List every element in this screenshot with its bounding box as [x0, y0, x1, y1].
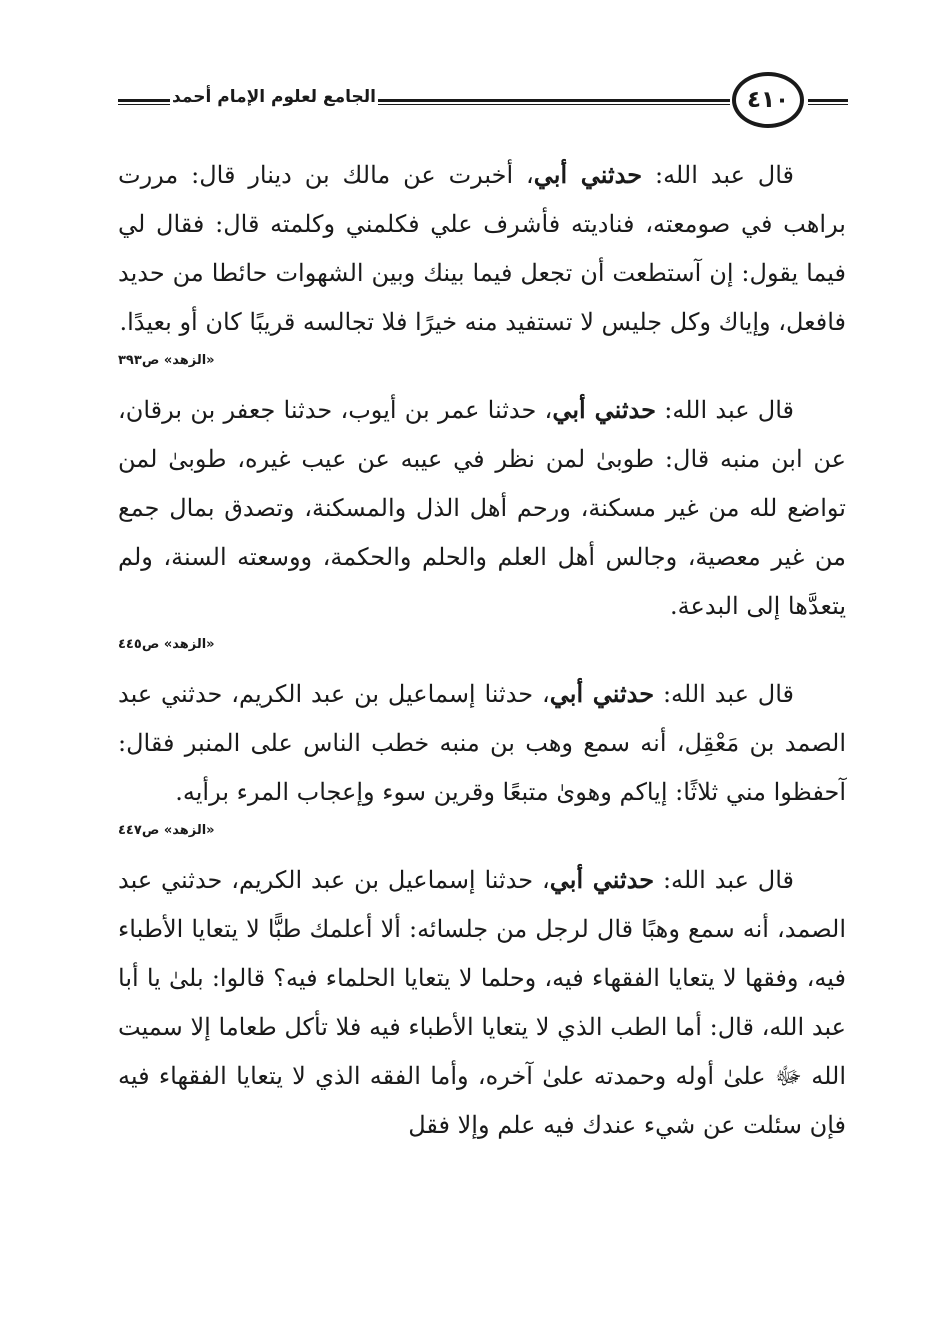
entry-narrator-bold: حدثني أبي	[533, 160, 643, 189]
entry-narrator-bold: حدثني أبي	[552, 395, 656, 424]
header-rule-middle	[378, 99, 730, 105]
entry-text: ، حدثنا عمر بن أيوب، حدثنا جعفر بن برقان، عن ابن منبه قال: طوبىٰ لمن نظر في عيبه عن عيب غيره، طوبىٰ لمن تواضع لله من غير مسكنة، ورحم أهل الذل والمسكنة، وتصدق بمال جمع من غير معصية، وجالس أهل العلم والحلم والحكمة، ووسعته السنة، ولم يتعدَّها إلى البدعة.	[118, 396, 846, 620]
page-number-badge	[732, 72, 804, 128]
entry-text: ، أخبرت عن مالك بن دينار قال: مررت براهب في صومعته، فناديته فأشرف علي فكلمني وكلمته قال: فقال لي فيما يقول: إن آستطعت أن تجعل فيما بينك وبين الشهوات حائطا من حديد فافعل، وإياك وكل جليس لا تستفيد منه خيرًا فلا تجالسه قريبًا كان أو بعيدًا.	[118, 161, 846, 336]
entry-lead: قال عبد الله:	[654, 866, 794, 894]
entry-text: ، حدثنا إسماعيل بن عبد الكريم، حدثني عبد الصمد بن مَعْقِل، أنه سمع وهب بن منبه خطب الناس على المنبر فقال: آحفظوا مني ثلاثًا: إياكم وهوىٰ متبعًا وقرين سوء وإعجاب المرء برأيه.	[118, 680, 846, 806]
entry-text: ، حدثنا إسماعيل بن عبد الكريم، حدثني عبد الصمد، أنه سمع وهبًا قال لرجل من جلسائه: ألا أعلمك طبًّا لا يتعايا الأطباء فيه، وفقها لا يتعايا الفقهاء فيه، وحلما لا يتعايا الحلماء فيه؟ قالوا: بلىٰ يا أبا عبد الله، قال: أما الطب الذي لا يتعايا الأطباء فيه فلا تأكل طعاما إلا سميت الله ﷻ علىٰ أوله وحمدته علىٰ آخره، وأما الفقه الذي لا يتعايا الفقهاء فيه فإن سئلت عن شيء عندك فيه علم وإلا فقل	[118, 866, 846, 1139]
entry-paragraph	[118, 669, 846, 817]
entry-paragraph	[118, 855, 846, 1150]
entry-lead: قال عبد الله:	[656, 396, 794, 424]
source-reference: «الزهد» ص٣٩٣	[118, 353, 215, 368]
entry-narrator-bold: حدثني أبي	[549, 679, 655, 708]
page-number: ٤١٠	[746, 87, 790, 113]
entry-lead: قال عبد الله:	[654, 680, 794, 708]
header-rule-left	[118, 99, 170, 105]
source-reference: «الزهد» ص٤٤٥	[118, 637, 215, 652]
entry-paragraph	[118, 150, 846, 347]
entry-paragraph	[118, 385, 846, 631]
page-body	[118, 150, 846, 1150]
source-reference: «الزهد» ص٤٤٧	[118, 823, 215, 838]
page-header	[118, 68, 848, 138]
entry-lead: قال عبد الله:	[642, 161, 794, 189]
header-rule-right	[808, 99, 848, 105]
entry-narrator-bold: حدثني أبي	[549, 865, 655, 894]
running-title: الجامع لعلوم الإمام أحمد	[172, 87, 376, 107]
